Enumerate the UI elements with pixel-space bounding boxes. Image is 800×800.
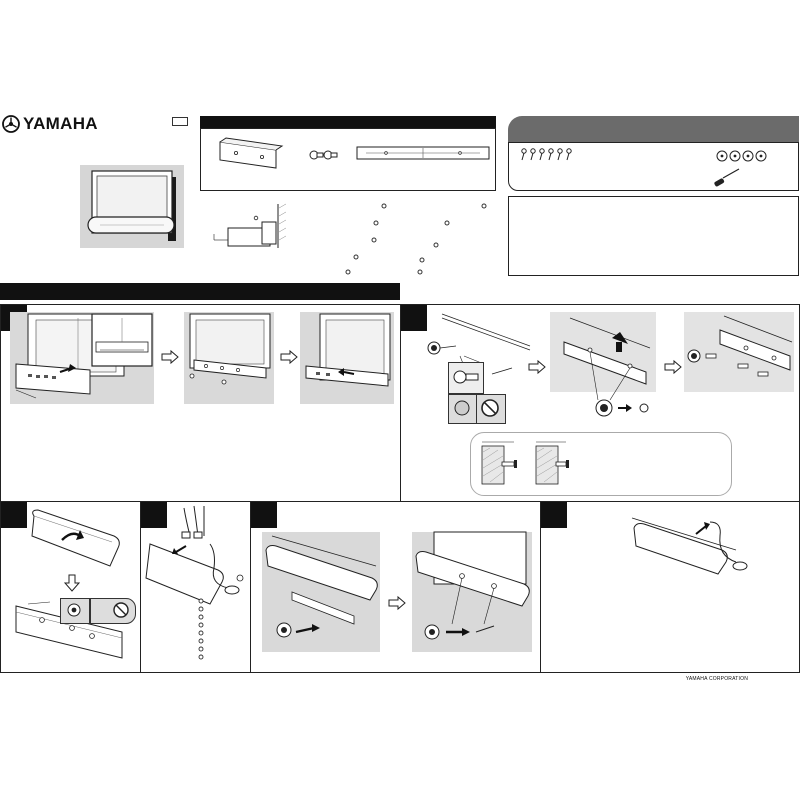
bracket-template-icon bbox=[356, 145, 490, 161]
tv-with-soundbar-icon bbox=[80, 165, 184, 248]
wood-screw-depth-diagram bbox=[478, 438, 578, 486]
soundbar-hang-icon bbox=[262, 532, 380, 652]
tv-template-icon bbox=[10, 312, 154, 404]
arrow-right-icon bbox=[528, 360, 546, 374]
step-badge-5 bbox=[251, 502, 277, 528]
section-header-bar bbox=[0, 283, 400, 300]
bracket-secured-icon bbox=[684, 312, 794, 392]
tuning-fork-logo-icon bbox=[2, 115, 20, 133]
arrow-right-icon bbox=[161, 350, 179, 364]
screw-detail-icon bbox=[63, 601, 85, 619]
hole-icon bbox=[452, 398, 472, 418]
connection-step-markers bbox=[197, 598, 205, 660]
tv-drill-icon bbox=[184, 312, 274, 404]
arrow-right-icon bbox=[664, 360, 682, 374]
small-label-box bbox=[172, 117, 188, 126]
tv-soundbar-illustration bbox=[80, 165, 184, 248]
washers-icon bbox=[716, 149, 768, 163]
prohibited-sign-icon bbox=[112, 601, 130, 619]
arrow-down-icon bbox=[64, 574, 80, 592]
soundbar-flip-icon bbox=[28, 506, 128, 566]
soundbar-mounted-icon bbox=[412, 532, 532, 652]
wood-screws-icon bbox=[520, 148, 580, 162]
arrow-right-icon bbox=[388, 596, 406, 610]
step-badge-3 bbox=[1, 502, 27, 528]
tools-header-bar bbox=[508, 116, 799, 144]
screw-head-icon bbox=[452, 366, 480, 388]
tv-remove-template-icon bbox=[300, 312, 394, 404]
corporation-name: YAMAHA CORPORATION bbox=[685, 676, 748, 682]
wall-bracket-icon bbox=[216, 136, 286, 176]
brand-name: YAMAHA bbox=[23, 114, 98, 133]
cable-connection-icon bbox=[144, 504, 248, 604]
bracket-mounting-icon bbox=[550, 312, 656, 422]
step-badge-6 bbox=[541, 502, 567, 528]
yamaha-logo bbox=[2, 114, 98, 134]
screw-icon bbox=[308, 146, 338, 164]
arrow-right-icon bbox=[280, 350, 298, 364]
bullet-markers bbox=[344, 203, 484, 275]
notes-box bbox=[508, 196, 799, 276]
wall-side-view-diagram bbox=[212, 204, 302, 248]
screwdriver-icon bbox=[712, 167, 742, 189]
power-plug-connection-icon bbox=[626, 506, 750, 576]
prohibited-sign-icon bbox=[480, 398, 500, 418]
